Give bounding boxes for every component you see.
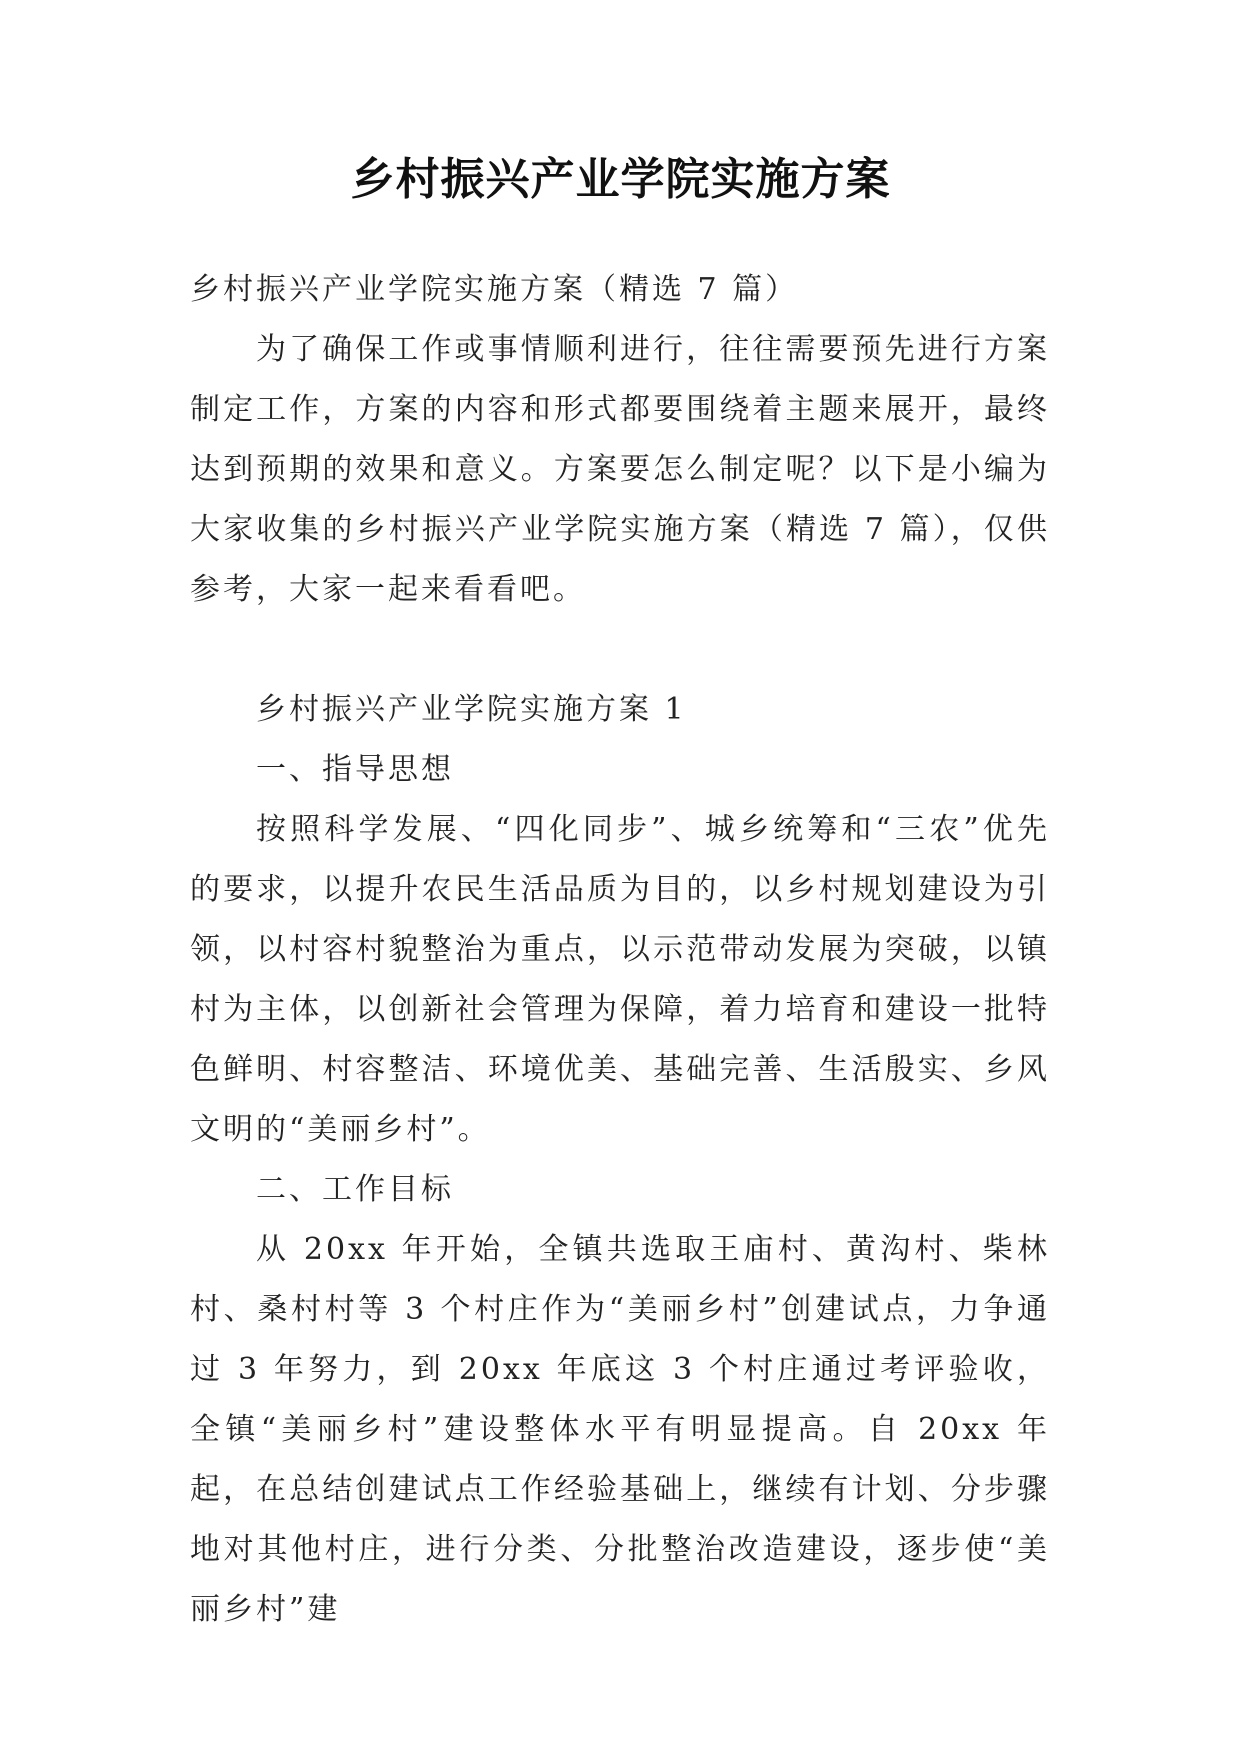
document-title: 乡村振兴产业学院实施方案	[350, 154, 891, 205]
document-subtitle: 乡村振兴产业学院实施方案（精选 7 篇）	[190, 272, 799, 307]
intro-paragraph: 为了确保工作或事情顺利进行，往往需要预先进行方案制定工作，方案的内容和形式都要围绕着主题来展开，最终达到预期的效果和意义。方案要怎么制定呢？以下是小编为大家收集的乡村振兴产业学院实施方案（精选 7 篇），仅供参考，大家一起来看看吧。	[190, 332, 1050, 607]
heading-work-goals: 二、工作目标	[256, 1172, 454, 1207]
document-body	[190, 260, 1050, 1640]
heading-guiding-ideology: 一、指导思想	[256, 752, 454, 787]
paragraph-spacer	[190, 620, 1050, 680]
paragraph-work-goals: 从 20xx 年开始，全镇共选取王庙村、黄沟村、柴林村、桑村村等 3 个村庄作为“美丽乡村”创建试点，力争通过 3 年努力，到 20xx 年底这 3 个村庄通过考评验收，全镇“美丽乡村”建设整体水平有明显提高。自 20xx 年起，在总结创建试点工作经验基础上，继续有计划、分步骤地对其他村庄，进行分类、分批整治改造建设，逐步使“美丽乡村”建	[190, 1232, 1050, 1627]
paragraph-guiding-ideology: 按照科学发展、“四化同步”、城乡统筹和“三农”优先的要求，以提升农民生活品质为目的，以乡村规划建设为引领，以村容村貌整治为重点，以示范带动发展为突破，以镇村为主体，以创新社会管理为保障，着力培育和建设一批特色鲜明、村容整洁、环境优美、基础完善、生活殷实、乡风文明的“美丽乡村”。	[190, 812, 1050, 1147]
section-title: 乡村振兴产业学院实施方案 1	[256, 692, 687, 727]
